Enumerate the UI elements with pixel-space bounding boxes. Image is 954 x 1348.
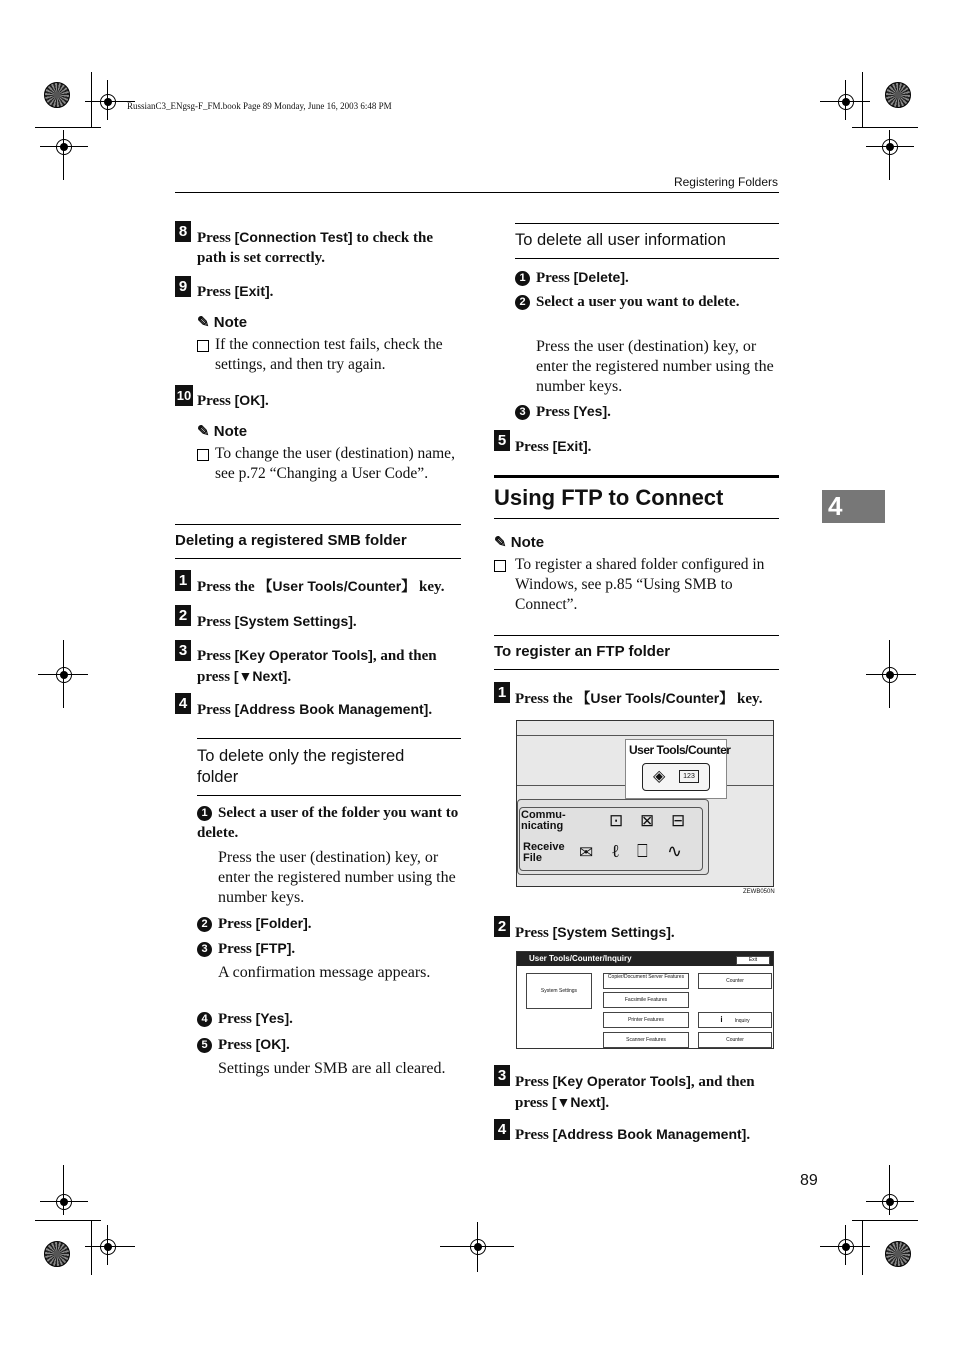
substep-number: 3 [515, 405, 530, 420]
subsection-rule [197, 795, 461, 796]
user-tools-icon: ◈ [653, 768, 666, 785]
inquiry-button[interactable]: i Inquiry [698, 1012, 772, 1028]
step-2-text: Press [System Settings]. [197, 613, 357, 630]
substep-2-text: 2 Press [Folder]. [197, 913, 312, 934]
control-panel-illustration [516, 720, 774, 887]
step-1-text: Press the 【User Tools/Counter】 key. [515, 690, 763, 707]
note-text: If the connection test fails, check the settings, and then try again. [197, 335, 461, 375]
section-rule [175, 558, 461, 559]
printer-features-button[interactable]: Printer Features [603, 1012, 689, 1028]
user-tools-counter-key[interactable] [642, 763, 710, 791]
step-10-text: Press [OK]. [197, 392, 269, 409]
heading-rule [494, 475, 779, 478]
document-signal-icon: ⎕ [637, 841, 648, 861]
subsection-heading: To delete only the registered folder [197, 747, 405, 786]
step-number-2: 2 [175, 605, 191, 626]
note-heading: ✎ Note [197, 423, 248, 440]
step-number-10: 10 [175, 385, 193, 406]
receive-file-envelope-icon: ✉ [579, 843, 594, 862]
substep-number: 1 [197, 806, 212, 821]
communicating-tray-icon: ⊡ [609, 811, 624, 830]
substep-2-description: Press the user (destination) key, or enter the registered number using the number keys. [536, 338, 774, 395]
checkbox-bullet-icon [197, 340, 209, 352]
note-heading: ✎ Note [197, 314, 248, 331]
step-number-8: 8 [175, 221, 191, 242]
figure-code: ZEWB050N [743, 889, 775, 895]
subsection-rule [515, 258, 779, 259]
step-number-9: 9 [175, 276, 191, 297]
scanner-features-button[interactable]: Scanner Features [603, 1032, 689, 1048]
step-number-4: 4 [494, 1119, 510, 1140]
substep-1-text: 1 Press [Delete]. [515, 267, 629, 288]
chapter-tab: 4 [822, 490, 885, 523]
user-tools-screen-illustration [516, 951, 774, 1049]
checkbox-bullet-icon [197, 449, 209, 461]
copier-features-button[interactable]: Copier/Document Server Features [603, 973, 689, 989]
pencil-icon: ✎ [197, 423, 210, 440]
step-number-1: 1 [494, 682, 510, 703]
substep-2-text: 2 Select a user you want to delete. [515, 292, 779, 312]
user-tools-counter-label: User Tools/Counter [629, 743, 731, 757]
step-4-text: Press [Address Book Management]. [515, 1126, 751, 1143]
section-rule [175, 524, 461, 525]
counter-button[interactable]: Counter [698, 1032, 772, 1048]
section-heading: Using FTP to Connect [494, 485, 724, 510]
substep-number: 2 [197, 917, 212, 932]
receive-file-label: Receive File [523, 841, 565, 864]
note-text: To change the user (destination) name, see p.72 “Changing a User Code”. [197, 444, 461, 484]
header-rule [175, 192, 779, 193]
step-number-5: 5 [494, 430, 510, 451]
checkbox-bullet-icon [494, 560, 506, 572]
page-number: 89 [800, 1172, 818, 1189]
substep-4-text: 4 Press [Yes]. [197, 1008, 293, 1029]
section-title: Deleting a registered SMB folder [175, 532, 407, 549]
substep-3-text: 3 Press [Yes]. [515, 401, 611, 422]
pencil-icon: ✎ [494, 534, 507, 551]
substep-1-text: 1 Select a user of the folder you want to delete. [197, 805, 459, 841]
step-5-text: Press [Exit]. [515, 438, 592, 455]
step-number-1: 1 [175, 570, 191, 591]
note-heading: ✎ Note [494, 534, 545, 551]
substep-5-description: Settings under SMB are all cleared. [218, 1060, 446, 1077]
counter-icon: 123 [679, 770, 699, 783]
wrench-icon: ℓ [612, 841, 619, 861]
counter-top-button[interactable]: Counter [698, 973, 772, 989]
step-1-text: Press the 【User Tools/Counter】 key. [197, 578, 445, 595]
section-title: To register an FTP folder [494, 643, 671, 660]
substep-5-text: 5 Press [OK]. [197, 1034, 290, 1055]
communicating-tray-icon: ⊠ [640, 811, 655, 830]
print-slug: RussianC3_ENgsg-F_FM.book Page 89 Monday, June 16, 2003 6:48 PM [127, 101, 392, 111]
step-number-3: 3 [175, 640, 191, 661]
subsection-rule [197, 738, 461, 739]
info-icon: i [720, 1015, 723, 1024]
system-settings-button[interactable]: System Settings [526, 973, 592, 1009]
section-rule [494, 669, 779, 670]
step-3-text: Press [Key Operator Tools], and then press [▼Next]. [515, 1073, 755, 1111]
substep-3-text: 3 Press [FTP]. [197, 938, 295, 959]
step-number-2: 2 [494, 916, 510, 937]
step-2-text: Press [System Settings]. [515, 924, 675, 941]
section-rule [494, 635, 779, 636]
communicating-tray-icon: ⊟ [671, 811, 686, 830]
step-8-text: Press [Connection Test] to check the path is set correctly. [197, 229, 434, 266]
substep-number: 1 [515, 271, 530, 286]
signal-icon: ∿ [667, 841, 683, 861]
step-3-text: Press [Key Operator Tools], and then press [▼Next]. [197, 647, 437, 685]
subsection-heading: To delete all user information [515, 231, 726, 249]
substep-number: 3 [197, 942, 212, 957]
step-9-text: Press [Exit]. [197, 283, 274, 300]
communicating-label: Commu- nicating [521, 809, 566, 832]
substep-number: 5 [197, 1038, 212, 1053]
subsection-rule [515, 223, 779, 224]
step-4-text: Press [Address Book Management]. [197, 701, 433, 718]
substep-1-description: Press the user (destination) key, or enter the registered number using the number keys. [218, 849, 456, 906]
substep-number: 4 [197, 1012, 212, 1027]
step-number-3: 3 [494, 1065, 510, 1086]
substep-number: 2 [515, 295, 530, 310]
heading-rule [494, 518, 779, 519]
step-number-4: 4 [175, 693, 191, 714]
screen-title-bar: User Tools/Counter/Inquiry [517, 952, 773, 966]
facsimile-features-button[interactable]: Facsimile Features [603, 992, 689, 1008]
note-text: To register a shared folder configured in Windows, see p.85 “Using SMB to Connect”. [494, 555, 779, 615]
pencil-icon: ✎ [197, 314, 210, 331]
substep-3-description: A confirmation message appears. [218, 964, 431, 981]
exit-button[interactable]: Exit [736, 956, 770, 965]
running-head: Registering Folders [673, 175, 778, 189]
